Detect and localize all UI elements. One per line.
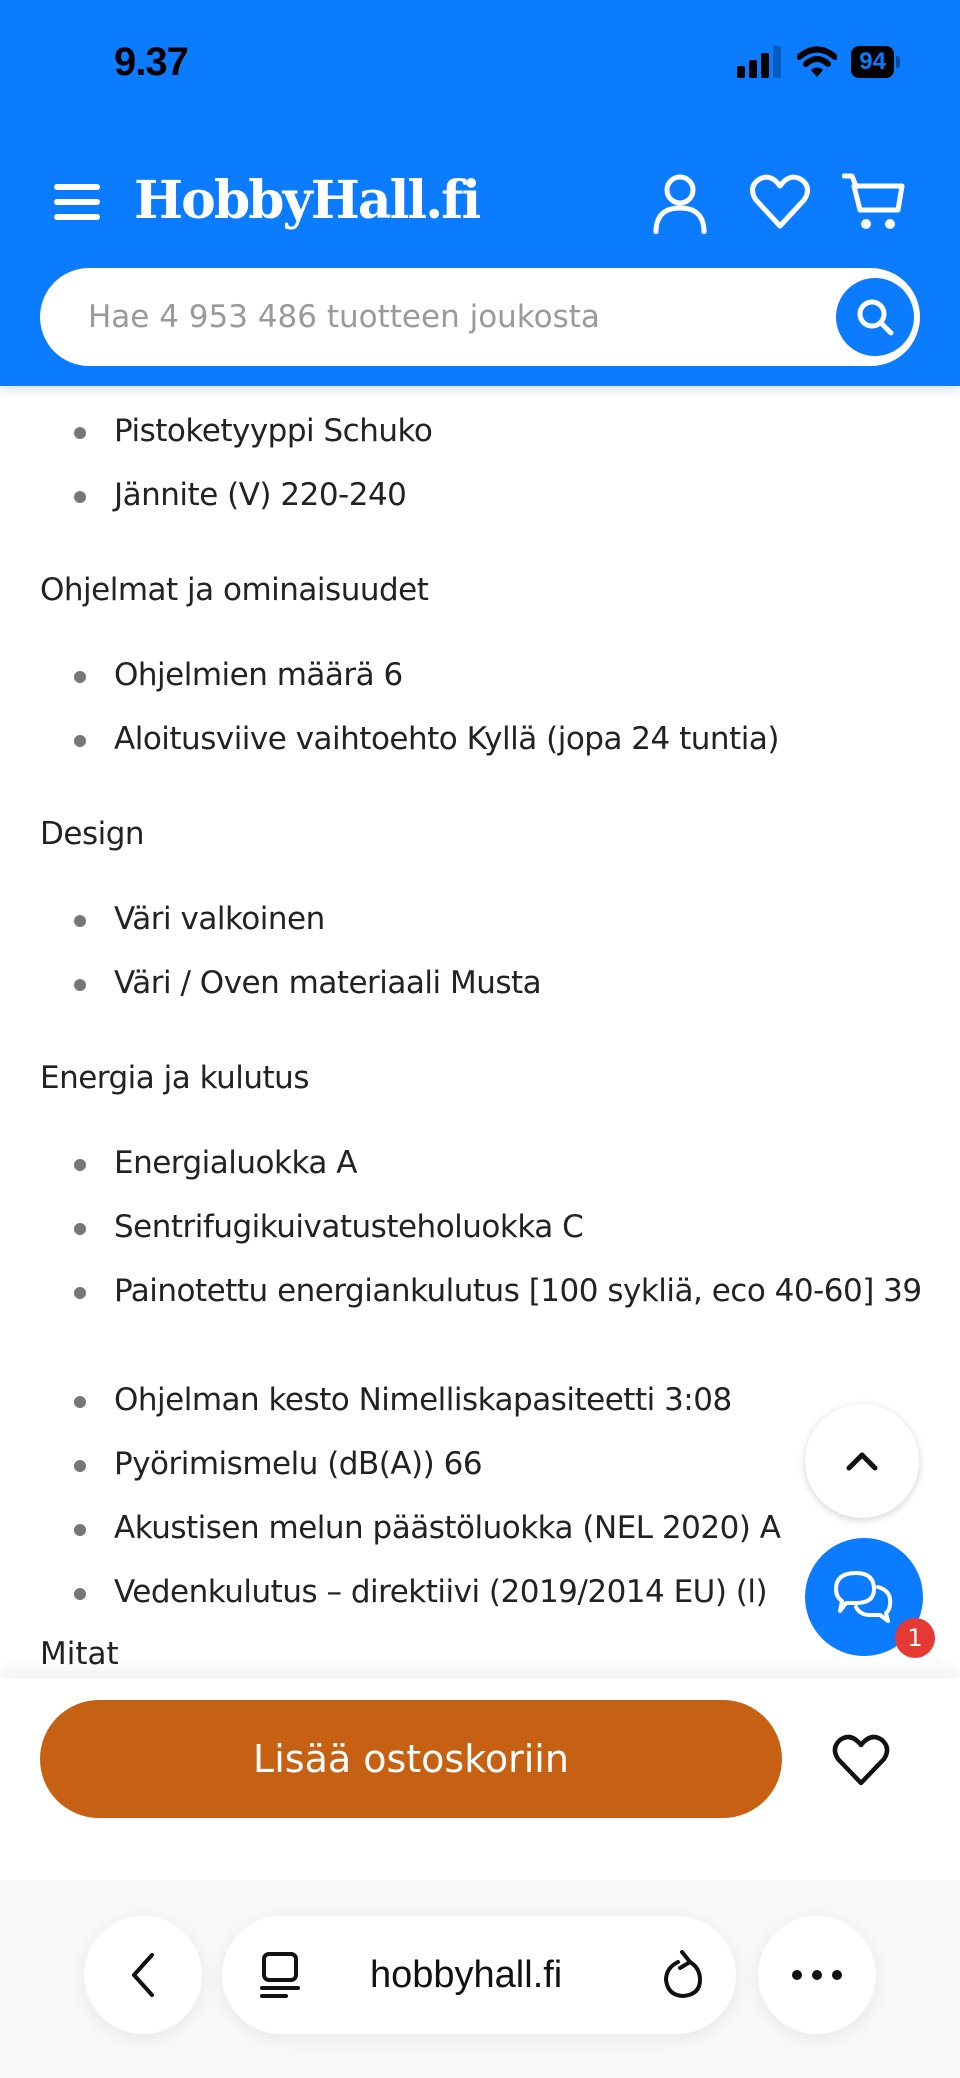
status-icons xyxy=(737,46,894,78)
tab-icon xyxy=(258,1950,302,2000)
spec-item: Ohjelman kesto Nimelliskapasiteetti 3:08 xyxy=(114,1378,934,1422)
site-logo[interactable]: HobbyHall.fi xyxy=(134,170,480,231)
wishlist-button[interactable] xyxy=(748,170,812,234)
wifi-icon xyxy=(797,46,837,78)
spec-item: Ohjelmien määrä 6 xyxy=(114,653,934,697)
browser-address-bar[interactable] xyxy=(222,1916,736,2034)
search-bar xyxy=(40,268,920,366)
search-input[interactable] xyxy=(88,268,828,366)
spec-item: Väri valkoinen xyxy=(114,897,934,941)
heart-outline-icon xyxy=(831,1731,891,1787)
chat-bubbles-icon xyxy=(832,1569,896,1625)
spec-item: Sentrifugikuivatusteholuokka C xyxy=(114,1205,934,1249)
user-icon xyxy=(648,170,712,234)
status-bar xyxy=(0,0,960,130)
spec-section-heading: Energia ja kulutus xyxy=(40,1060,309,1096)
heart-icon xyxy=(748,170,812,234)
spec-item: Pyörimismelu (dB(A)) 66 xyxy=(114,1442,934,1486)
account-button[interactable] xyxy=(648,170,712,234)
back-icon xyxy=(128,1951,158,1999)
menu-icon xyxy=(54,182,100,222)
browser-back-button[interactable] xyxy=(84,1916,202,2034)
spec-section-heading: Ohjelmat ja ominaisuudet xyxy=(40,572,429,608)
scroll-to-top-button[interactable] xyxy=(805,1404,919,1518)
add-to-cart-button[interactable]: Lisää ostoskoriin xyxy=(40,1700,782,1818)
spec-item: Painotettu energiankulutus [100 sykliä, eco 40-60] 39 xyxy=(114,1269,934,1313)
spec-item: Jännite (V) 220-240 xyxy=(114,473,934,517)
spec-item: Vedenkulutus – direktiivi (2019/2014 EU) (l) xyxy=(114,1570,934,1614)
nav-row xyxy=(0,160,960,250)
status-time: 9.37 xyxy=(114,40,188,84)
spec-item: Akustisen melun päästöluokka (NEL 2020) A xyxy=(114,1506,934,1550)
menu-button[interactable] xyxy=(54,182,100,222)
search-icon xyxy=(855,297,895,337)
more-icon xyxy=(791,1969,843,1981)
browser-toolbar xyxy=(0,1880,960,2078)
spec-section-heading: Design xyxy=(40,816,145,852)
battery-indicator: 94 xyxy=(851,46,894,78)
cart-button[interactable] xyxy=(842,170,906,234)
site-header xyxy=(0,0,960,386)
reload-icon[interactable] xyxy=(660,1950,706,2000)
browser-url: hobbyhall.fi xyxy=(370,1954,563,1996)
chevron-up-icon xyxy=(845,1450,879,1472)
spec-item: Pistoketyyppi Schuko xyxy=(114,409,934,453)
add-to-wishlist-button[interactable] xyxy=(826,1724,896,1794)
spec-item: Väri / Oven materiaali Musta xyxy=(114,961,934,1005)
spec-section-heading-cut: Mitat xyxy=(40,1636,119,1672)
chat-notification-badge: 1 xyxy=(895,1618,935,1658)
chat-button[interactable] xyxy=(805,1538,923,1656)
cart-icon xyxy=(842,170,906,234)
spec-item: Aloitusviive vaihtoehto Kyllä (jopa 24 tuntia) xyxy=(114,717,934,761)
signal-icon xyxy=(737,46,783,78)
search-button[interactable] xyxy=(836,278,914,356)
spec-item: Energialuokka A xyxy=(114,1141,934,1185)
browser-more-button[interactable] xyxy=(758,1916,876,2034)
